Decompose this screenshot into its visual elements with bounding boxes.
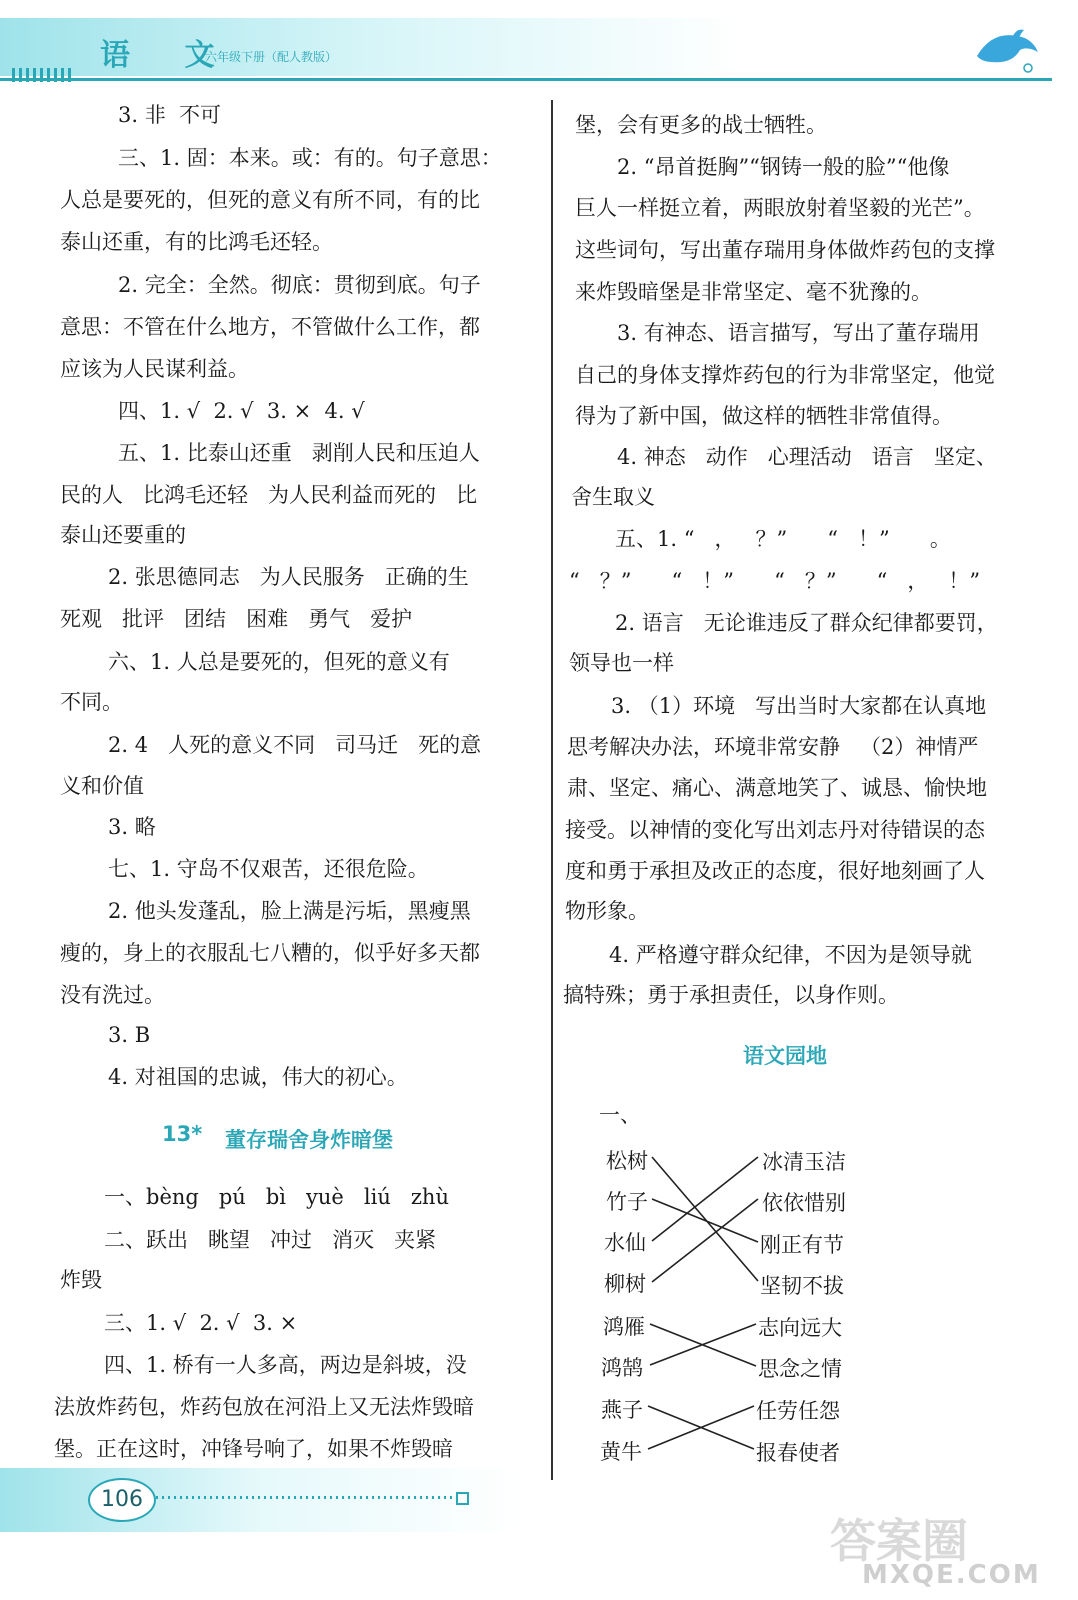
text-line: 瘦的，身上的衣服乱七八糟的，似乎好多天都 bbox=[60, 941, 480, 965]
footer-band bbox=[0, 1468, 520, 1532]
watermark-url: MXQE.COM bbox=[862, 1560, 1041, 1590]
text-line: 2. 语言 无论谁违反了群众纪律都要罚， bbox=[615, 611, 998, 635]
text-line: 度和勇于承担及改正的态度，很好地刻画了人 bbox=[565, 859, 985, 883]
text-line: 自己的身体支撑炸药包的行为非常坚定，他觉 bbox=[575, 363, 995, 387]
footer-dotted-line bbox=[156, 1496, 456, 1499]
text-line: 肃、坚定、痛心、满意地笑了、诚恳、愉快地 bbox=[567, 776, 987, 800]
text-line: 六、1. 人总是要死的，但死的意义有 bbox=[108, 650, 450, 674]
text-line: 舍生取义 bbox=[571, 485, 655, 509]
text-line: “ ？” “ ！” “ ？” “ ， ！” bbox=[569, 569, 981, 593]
match-left-item: 鸿鹄 bbox=[601, 1356, 643, 1380]
text-line: 应该为人民谋利益。 bbox=[60, 357, 249, 381]
match-left-item: 鸿雁 bbox=[603, 1315, 645, 1339]
text-line: 七、1. 守岛不仅艰苦，还很危险。 bbox=[108, 857, 429, 881]
text-line: 泰山还重，有的比鸿毛还轻。 bbox=[60, 230, 333, 254]
text-line: 堡，会有更多的战士牺牲。 bbox=[575, 113, 827, 137]
text-line: 巨人一样挺立着，两眼放射着坚毅的光芒”。 bbox=[575, 196, 985, 220]
text-line: 来炸毁暗堡是非常坚定、毫不犹豫的。 bbox=[575, 280, 932, 304]
text-line: 义和价值 bbox=[60, 774, 144, 798]
text-line: 五、1. “ ， ？” “ ！” 。 bbox=[615, 527, 951, 551]
part-label: 一、 bbox=[599, 1103, 641, 1127]
text-line: 不同。 bbox=[60, 690, 123, 714]
match-line bbox=[652, 1157, 758, 1281]
text-line: 接受。以神情的变化写出刘志丹对待错误的态 bbox=[565, 818, 985, 842]
text-line: 五、1. 比泰山还重 剥削人民和压迫人 bbox=[118, 441, 480, 465]
text-line: 三、1. 固：本来。或：有的。句子意思： bbox=[118, 146, 502, 170]
text-line: 3. 非 不可 bbox=[118, 103, 222, 127]
match-right-item: 刚正有节 bbox=[760, 1233, 844, 1257]
subject-title: 语 文 bbox=[100, 38, 237, 73]
match-right-item: 思念之情 bbox=[758, 1357, 842, 1381]
lesson-number: 13* bbox=[162, 1122, 203, 1146]
footer-square-icon bbox=[456, 1492, 469, 1505]
match-right-item: 坚韧不拔 bbox=[760, 1274, 844, 1298]
text-line: 领导也一样 bbox=[569, 651, 674, 675]
match-left-item: 柳树 bbox=[604, 1272, 646, 1296]
text-line: 得为了新中国，做这样的牺牲非常值得。 bbox=[575, 404, 953, 428]
text-line: 思考解决办法，环境非常安静 （2）神情严 bbox=[567, 735, 979, 759]
watermark-logo: 答案圈 bbox=[830, 1514, 968, 1568]
text-line: 意思：不管在什么地方，不管做什么工作，都 bbox=[60, 315, 480, 339]
text-line: 搞特殊；勇于承担责任，以身作则。 bbox=[563, 983, 899, 1007]
text-line: 炸毁 bbox=[60, 1268, 102, 1292]
text-line: 法放炸药包，炸药包放在河沿上又无法炸毁暗 bbox=[54, 1395, 474, 1419]
match-left-item: 燕子 bbox=[601, 1398, 643, 1422]
garden-title: 语文园地 bbox=[743, 1044, 827, 1068]
text-line: 二、跃出 眺望 冲过 消灭 夹紧 bbox=[104, 1228, 437, 1252]
lesson-title: 董存瑞舍身炸暗堡 bbox=[225, 1128, 393, 1152]
text-line: 三、1. √ 2. √ 3. × bbox=[104, 1311, 298, 1335]
text-line: 民的人 比鸿毛还轻 为人民利益而死的 比 bbox=[60, 483, 478, 507]
text-line: 这些词句，写出董存瑞用身体做炸药包的支撑 bbox=[575, 238, 995, 262]
text-line: 4. 神态 动作 心理活动 语言 坚定、 bbox=[617, 445, 997, 469]
text-line: 堡。正在这时，冲锋号响了，如果不炸毁暗 bbox=[54, 1437, 453, 1461]
match-left-item: 松树 bbox=[606, 1149, 648, 1173]
text-line: 4. 严格遵守群众纪律，不因为是领导就 bbox=[609, 943, 972, 967]
match-right-item: 报春使者 bbox=[756, 1441, 840, 1465]
match-right-item: 依依惜别 bbox=[762, 1191, 846, 1215]
text-line: 2. 完全：全然。彻底：贯彻到底。句子 bbox=[118, 273, 481, 297]
text-line: 2. 他头发蓬乱，脸上满是污垢，黑瘦黑 bbox=[108, 899, 471, 923]
text-line: 3. 略 bbox=[108, 815, 156, 839]
text-line: 2. 4 人死的意义不同 司马迁 死的意 bbox=[108, 733, 482, 757]
text-line: 2. “昂首挺胸”“钢铸一般的脸”“他像 bbox=[617, 155, 950, 179]
text-line: 四、1. 桥有一人多高，两边是斜坡，没 bbox=[104, 1353, 467, 1377]
text-line: 一、bèng pú bì yuè liú zhù bbox=[104, 1185, 449, 1209]
page-number: 106 bbox=[88, 1478, 156, 1522]
text-line: 4. 对祖国的忠诚，伟大的初心。 bbox=[108, 1065, 408, 1089]
match-line bbox=[652, 1199, 758, 1282]
edition-label: 六年级下册（配人教版） bbox=[205, 50, 338, 64]
text-line: 没有洗过。 bbox=[60, 983, 165, 1007]
text-line: 泰山还要重的 bbox=[60, 523, 186, 547]
match-left-item: 水仙 bbox=[604, 1231, 646, 1255]
text-line: 人总是要死的，但死的意义有所不同，有的比 bbox=[60, 188, 480, 212]
text-line: 3. （1）环境 写出当时大家都在认真地 bbox=[611, 694, 987, 718]
text-line: 死观 批评 团结 困难 勇气 爱护 bbox=[60, 607, 413, 631]
text-line: 2. 张思德同志 为人民服务 正确的生 bbox=[108, 565, 469, 589]
match-left-item: 竹子 bbox=[606, 1190, 648, 1214]
match-line bbox=[652, 1199, 758, 1242]
match-line bbox=[652, 1157, 758, 1241]
text-line: 四、1. √ 2. √ 3. × 4. √ bbox=[118, 399, 365, 423]
text-line: 3. B bbox=[108, 1023, 151, 1047]
text-line: 3. 有神态、语言描写，写出了董存瑞用 bbox=[617, 321, 980, 345]
match-left-item: 黄牛 bbox=[600, 1440, 642, 1464]
match-right-item: 冰清玉洁 bbox=[762, 1150, 846, 1174]
text-line: 物形象。 bbox=[565, 899, 649, 923]
match-right-item: 任劳任怨 bbox=[756, 1399, 840, 1423]
match-right-item: 志向远大 bbox=[758, 1316, 842, 1340]
